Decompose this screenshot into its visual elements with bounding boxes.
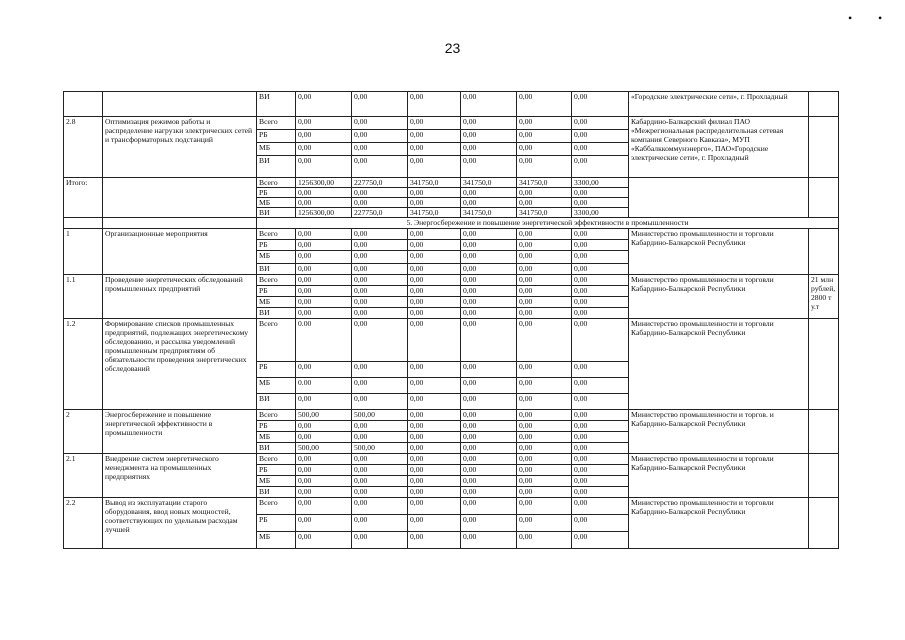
amount-cell: 0,00 — [461, 297, 517, 308]
amount-cell: 0,00 — [461, 532, 517, 549]
amount-cell: 0,00 — [408, 394, 461, 410]
amount-cell: 341750,0 — [461, 208, 517, 218]
funding-source-cell: РБ — [257, 421, 296, 432]
table-row — [64, 92, 839, 117]
amount-cell: 0,00 — [572, 130, 629, 143]
amount-cell: 0,00 — [352, 286, 408, 297]
amount-cell: 0,00 — [352, 198, 408, 208]
amount-cell: 0,00 — [572, 432, 629, 443]
amount-cell: 0,00 — [572, 251, 629, 264]
table-row — [64, 229, 839, 240]
amount-cell: 0,00 — [572, 362, 629, 378]
amount-cell: 0,00 — [408, 229, 461, 240]
funding-source-cell: РБ — [257, 465, 296, 476]
corner-mark: • — [848, 11, 853, 25]
table-row — [64, 218, 839, 229]
funding-source-cell: РБ — [257, 286, 296, 297]
amount-cell: 0,00 — [296, 130, 352, 143]
amount-cell: 0,00 — [296, 421, 352, 432]
amount-cell: 0,00 — [517, 143, 572, 156]
amount-cell: 0,00 — [517, 410, 572, 421]
note-cell — [809, 454, 839, 498]
amount-cell: 0,00 — [352, 515, 408, 532]
amount-cell: 3300,00 — [572, 208, 629, 218]
amount-cell: 0,00 — [517, 498, 572, 515]
amount-cell: 500,00 — [296, 410, 352, 421]
amount-cell: 0,00 — [352, 297, 408, 308]
amount-cell: 0,00 — [517, 275, 572, 286]
amount-cell: 0,00 — [296, 188, 352, 198]
executor-cell: Министерство промышленности и торговли Кабардино-Балкарской Республики — [629, 319, 809, 410]
amount-cell: 0,00 — [352, 156, 408, 178]
amount-cell: 227750,0 — [352, 208, 408, 218]
amount-cell: 0,00 — [296, 143, 352, 156]
amount-cell: 0,00 — [408, 92, 461, 117]
amount-cell: 0,00 — [408, 421, 461, 432]
item-name-cell: Проведение энергетических обследований промышленных предприятий — [103, 275, 257, 319]
note-cell — [809, 498, 839, 549]
section-heading: 5. Энергосбережение и повышение энергетической эффективности в промышленности — [257, 218, 839, 229]
amount-cell: 0,00 — [408, 297, 461, 308]
executor-cell: Министерство промышленности и торговли Кабардино-Балкарской Республики — [629, 498, 809, 549]
amount-cell: 341750,0 — [408, 208, 461, 218]
amount-cell: 0,00 — [352, 143, 408, 156]
amount-cell: 0,00 — [408, 532, 461, 549]
amount-cell: 500,00 — [352, 443, 408, 454]
amount-cell: 0,00 — [517, 362, 572, 378]
page-number: 23 — [444, 40, 461, 56]
amount-cell: 0,00 — [461, 319, 517, 362]
note-cell — [809, 117, 839, 178]
amount-cell: 0,00 — [517, 240, 572, 251]
funding-source-cell: Всего — [257, 178, 296, 188]
item-number-cell: 1 — [64, 229, 103, 275]
amount-cell: 3300,00 — [572, 178, 629, 188]
amount-cell: 0,00 — [296, 465, 352, 476]
amount-cell: 341750,0 — [517, 208, 572, 218]
amount-cell: 0,00 — [408, 198, 461, 208]
funding-source-cell: МБ — [257, 532, 296, 549]
amount-cell: 0,00 — [296, 251, 352, 264]
amount-cell: 0,00 — [461, 286, 517, 297]
amount-cell: 0,00 — [572, 117, 629, 130]
amount-cell: 0,00 — [408, 130, 461, 143]
funding-source-cell: Всего — [257, 117, 296, 130]
amount-cell: 0,00 — [461, 198, 517, 208]
amount-cell: 0,00 — [352, 378, 408, 394]
executor-cell: Министерство промышленности и торговли Кабардино-Балкарской Республики — [629, 454, 809, 498]
amount-cell: 0,00 — [461, 156, 517, 178]
amount-cell: 0,00 — [408, 454, 461, 465]
funding-source-cell: ВИ — [257, 443, 296, 454]
program-table — [63, 91, 839, 549]
item-name-cell: Внедрение систем энергетического менеджмента на промышленных предприятиях — [103, 454, 257, 498]
amount-cell: 0,00 — [461, 454, 517, 465]
amount-cell: 0,00 — [572, 319, 629, 362]
amount-cell: 0,00 — [296, 264, 352, 275]
funding-source-cell: Всего — [257, 410, 296, 421]
table-row — [64, 275, 839, 286]
amount-cell: 0,00 — [352, 229, 408, 240]
funding-source-cell: МБ — [257, 198, 296, 208]
amount-cell: 0,00 — [517, 308, 572, 319]
item-number-cell — [64, 92, 103, 117]
amount-cell: 227750,0 — [352, 178, 408, 188]
amount-cell: 0,00 — [572, 532, 629, 549]
amount-cell: 0,00 — [296, 476, 352, 487]
amount-cell: 0,00 — [517, 421, 572, 432]
amount-cell: 0.00 — [296, 378, 352, 394]
amount-cell: 0,00 — [572, 515, 629, 532]
amount-cell: 0,00 — [408, 240, 461, 251]
amount-cell: 0,00 — [461, 515, 517, 532]
funding-source-cell: Всего — [257, 275, 296, 286]
amount-cell: 0,00 — [572, 498, 629, 515]
amount-cell: 0,00 — [296, 308, 352, 319]
amount-cell: 0,00 — [517, 156, 572, 178]
amount-cell: 0,00 — [296, 362, 352, 378]
amount-cell: 0,00 — [352, 240, 408, 251]
amount-cell: 0,00 — [461, 410, 517, 421]
amount-cell: 0,00 — [461, 487, 517, 498]
funding-source-cell: ВИ — [257, 308, 296, 319]
amount-cell: 0,00 — [461, 432, 517, 443]
amount-cell: 0,00 — [408, 443, 461, 454]
amount-cell: 0,00 — [352, 251, 408, 264]
item-name-cell: Организационные мероприятия — [103, 229, 257, 275]
funding-source-cell: РБ — [257, 362, 296, 378]
amount-cell: 0,00 — [352, 362, 408, 378]
amount-cell: 0,00 — [352, 264, 408, 275]
amount-cell: 0,00 — [352, 117, 408, 130]
amount-cell: 0,00 — [517, 319, 572, 362]
amount-cell: 341750,0 — [517, 178, 572, 188]
section-blank-cell — [103, 218, 257, 229]
amount-cell: 0,00 — [408, 432, 461, 443]
funding-source-cell: Всего — [257, 319, 296, 362]
amount-cell: 500,00 — [352, 410, 408, 421]
amount-cell: 0,00 — [408, 117, 461, 130]
amount-cell: 0,00 — [296, 240, 352, 251]
funding-source-cell: ВИ — [257, 487, 296, 498]
amount-cell: 0,00 — [517, 198, 572, 208]
amount-cell: 0,00 — [296, 275, 352, 286]
amount-cell: 0,00 — [517, 251, 572, 264]
amount-cell: 0,00 — [572, 275, 629, 286]
amount-cell: 0,00 — [572, 198, 629, 208]
table-row — [64, 178, 839, 188]
amount-cell: 0,00 — [572, 156, 629, 178]
amount-cell: 0,00 — [296, 198, 352, 208]
funding-source-cell: МБ — [257, 251, 296, 264]
amount-cell: 0,00 — [352, 454, 408, 465]
funding-source-cell: ВИ — [257, 208, 296, 218]
table-row — [64, 498, 839, 515]
funding-source-cell: МБ — [257, 378, 296, 394]
amount-cell: 0,00 — [408, 156, 461, 178]
amount-cell: 0,00 — [352, 394, 408, 410]
executor-cell: Министерство промышленности и торгов. и Кабардино-Балкарской Республики — [629, 410, 809, 454]
item-number-cell: Итого: — [64, 178, 103, 218]
item-name-cell: Энергосбережение и повышение энергетической эффективности в промышленности — [103, 410, 257, 454]
amount-cell: 0,00 — [352, 92, 408, 117]
amount-cell: 0,00 — [296, 117, 352, 130]
item-number-cell: 2 — [64, 410, 103, 454]
amount-cell: 0,00 — [517, 394, 572, 410]
amount-cell: 0,00 — [352, 275, 408, 286]
amount-cell: 0,00 — [517, 188, 572, 198]
item-number-cell: 2.8 — [64, 117, 103, 178]
executor-cell — [629, 178, 809, 218]
amount-cell: 0,00 — [408, 476, 461, 487]
table-row — [64, 117, 839, 130]
amount-cell: 0,00 — [408, 487, 461, 498]
amount-cell: 0,00 — [296, 286, 352, 297]
funding-source-cell: РБ — [257, 188, 296, 198]
executor-cell: Министерство промышленности и торговли Кабардино-Балкарской Республики — [629, 229, 809, 275]
note-cell — [809, 229, 839, 275]
amount-cell: 0,00 — [517, 130, 572, 143]
amount-cell: 0,00 — [572, 378, 629, 394]
amount-cell: 1256300,00 — [296, 208, 352, 218]
amount-cell: 0,00 — [461, 378, 517, 394]
amount-cell: 0,00 — [572, 297, 629, 308]
amount-cell: 0,00 — [296, 532, 352, 549]
amount-cell: 0,00 — [572, 286, 629, 297]
amount-cell: 0,00 — [461, 92, 517, 117]
funding-source-cell: Всего — [257, 454, 296, 465]
amount-cell: 341750,0 — [408, 178, 461, 188]
note-cell — [809, 410, 839, 454]
amount-cell: 0,00 — [352, 130, 408, 143]
amount-cell: 0,00 — [572, 410, 629, 421]
funding-source-cell: ВИ — [257, 264, 296, 275]
amount-cell: 0,00 — [352, 432, 408, 443]
table-row — [64, 319, 839, 362]
amount-cell: 0,00 — [408, 362, 461, 378]
funding-source-cell: Всего — [257, 229, 296, 240]
amount-cell: 0,00 — [296, 92, 352, 117]
amount-cell: 0,00 — [461, 143, 517, 156]
amount-cell: 0,00 — [408, 308, 461, 319]
amount-cell: 0,00 — [461, 117, 517, 130]
amount-cell: 0,00 — [408, 465, 461, 476]
amount-cell: 0.00 — [296, 319, 352, 362]
amount-cell: 341750,0 — [461, 178, 517, 188]
amount-cell: 0,00 — [517, 92, 572, 117]
amount-cell: 0,00 — [461, 229, 517, 240]
amount-cell: 0,00 — [352, 476, 408, 487]
amount-cell: 0,00 — [461, 421, 517, 432]
amount-cell: 0,00 — [296, 498, 352, 515]
funding-source-cell: ВИ — [257, 92, 296, 117]
amount-cell: 1256300,00 — [296, 178, 352, 188]
amount-cell: 0,00 — [517, 443, 572, 454]
amount-cell: 0,00 — [296, 487, 352, 498]
amount-cell: 0,00 — [296, 432, 352, 443]
amount-cell: 0,00 — [517, 297, 572, 308]
executor-cell: Кабардино-Балкарский филиал ПАО «Межрегиональная распределительная сетевая компания Северного Кавказа», МУП «Каббалккоммунэнерго», ПАО«Городские электрические сети», г. Прохладный — [629, 117, 809, 178]
amount-cell: 0,00 — [517, 229, 572, 240]
funding-source-cell: ВИ — [257, 156, 296, 178]
amount-cell: 0,00 — [517, 378, 572, 394]
note-cell — [809, 92, 839, 117]
amount-cell: 0,00 — [352, 188, 408, 198]
executor-cell: Министерство промышленности и торговли Кабардино-Балкарской Республики — [629, 275, 809, 319]
amount-cell: 0,00 — [352, 421, 408, 432]
amount-cell: 0,00 — [461, 130, 517, 143]
amount-cell: 0,00 — [408, 264, 461, 275]
amount-cell: 0,00 — [352, 487, 408, 498]
amount-cell: 0,00 — [572, 188, 629, 198]
table-row — [64, 454, 839, 465]
amount-cell: 0,00 — [408, 143, 461, 156]
funding-source-cell: ВИ — [257, 394, 296, 410]
note-cell — [809, 319, 839, 410]
amount-cell: 0,00 — [408, 319, 461, 362]
note-cell — [809, 178, 839, 218]
amount-cell: 0,00 — [517, 432, 572, 443]
amount-cell: 0,00 — [517, 286, 572, 297]
funding-source-cell: РБ — [257, 240, 296, 251]
item-number-cell: 2.1 — [64, 454, 103, 498]
amount-cell: 0,00 — [517, 515, 572, 532]
amount-cell: 0,00 — [461, 275, 517, 286]
amount-cell: 0,00 — [461, 476, 517, 487]
amount-cell: 0,00 — [517, 532, 572, 549]
amount-cell: 0,00 — [517, 465, 572, 476]
table-row — [64, 410, 839, 421]
amount-cell: 0,00 — [352, 532, 408, 549]
amount-cell: 0,00 — [517, 487, 572, 498]
amount-cell: 500,00 — [296, 443, 352, 454]
amount-cell: 0,00 — [352, 308, 408, 319]
amount-cell: 0,00 — [296, 454, 352, 465]
amount-cell: 0,00 — [517, 117, 572, 130]
item-name-cell: Формирование списков промышленных предприятий, подлежащих энергетическому обследованию, и рассылка уведомлений промышленным предприятиям об обязательности проведения энергетических обследований — [103, 319, 257, 410]
executor-cell: «Городские электрические сети», г. Прохладный — [629, 92, 809, 117]
amount-cell: 0,00 — [296, 156, 352, 178]
amount-cell: 0,00 — [461, 498, 517, 515]
amount-cell: 0,00 — [572, 92, 629, 117]
amount-cell: 0,00 — [296, 515, 352, 532]
amount-cell: 0,00 — [408, 498, 461, 515]
amount-cell: 0,00 — [572, 443, 629, 454]
amount-cell: 0,00 — [408, 286, 461, 297]
amount-cell: 0,00 — [517, 476, 572, 487]
amount-cell: 0,00 — [572, 454, 629, 465]
item-name-cell — [103, 178, 257, 218]
amount-cell: 0,00 — [572, 394, 629, 410]
amount-cell: 0,00 — [461, 443, 517, 454]
item-name-cell: Вывод из эксплуатации старого оборудования, ввод новых мощностей, соответствующих по удельным расходам лучшей — [103, 498, 257, 549]
funding-source-cell: МБ — [257, 476, 296, 487]
amount-cell: 0,00 — [408, 378, 461, 394]
amount-cell: 0,00 — [517, 264, 572, 275]
amount-cell: 0,00 — [296, 394, 352, 410]
amount-cell: 0,00 — [461, 251, 517, 264]
funding-source-cell: РБ — [257, 130, 296, 143]
item-name-cell: Оптимизация режимов работы и распределение нагрузки электрических сетей и трансформаторных подстанций — [103, 117, 257, 178]
section-blank-cell — [64, 218, 103, 229]
amount-cell: 0,00 — [572, 465, 629, 476]
funding-source-cell: МБ — [257, 432, 296, 443]
amount-cell: 0,00 — [461, 465, 517, 476]
funding-source-cell: Всего — [257, 498, 296, 515]
amount-cell: 0,00 — [352, 465, 408, 476]
amount-cell: 0,00 — [461, 394, 517, 410]
amount-cell: 0,00 — [461, 264, 517, 275]
amount-cell: 0,00 — [461, 362, 517, 378]
note-cell: 21 млн рублей, 2800 т у.т — [809, 275, 839, 319]
item-name-cell — [103, 92, 257, 117]
item-number-cell: 1.1 — [64, 275, 103, 319]
amount-cell: 0,00 — [352, 498, 408, 515]
amount-cell: 0,00 — [572, 143, 629, 156]
amount-cell: 0,00 — [408, 251, 461, 264]
amount-cell: 0,00 — [352, 319, 408, 362]
amount-cell: 0,00 — [296, 229, 352, 240]
amount-cell: 0,00 — [572, 487, 629, 498]
amount-cell: 0,00 — [572, 308, 629, 319]
amount-cell: 0,00 — [572, 240, 629, 251]
amount-cell: 0,00 — [572, 229, 629, 240]
funding-source-cell: МБ — [257, 297, 296, 308]
corner-mark: • — [878, 11, 883, 25]
amount-cell: 0,00 — [572, 264, 629, 275]
amount-cell: 0,00 — [408, 515, 461, 532]
amount-cell: 0,00 — [461, 240, 517, 251]
amount-cell: 0,00 — [517, 454, 572, 465]
amount-cell: 0,00 — [408, 188, 461, 198]
amount-cell: 0,00 — [461, 188, 517, 198]
funding-source-cell: РБ — [257, 515, 296, 532]
amount-cell: 0,00 — [408, 275, 461, 286]
amount-cell: 0,00 — [461, 308, 517, 319]
item-number-cell: 1.2 — [64, 319, 103, 410]
amount-cell: 0,00 — [408, 410, 461, 421]
funding-source-cell: МБ — [257, 143, 296, 156]
amount-cell: 0,00 — [296, 297, 352, 308]
item-number-cell: 2.2 — [64, 498, 103, 549]
amount-cell: 0,00 — [572, 421, 629, 432]
amount-cell: 0,00 — [572, 476, 629, 487]
